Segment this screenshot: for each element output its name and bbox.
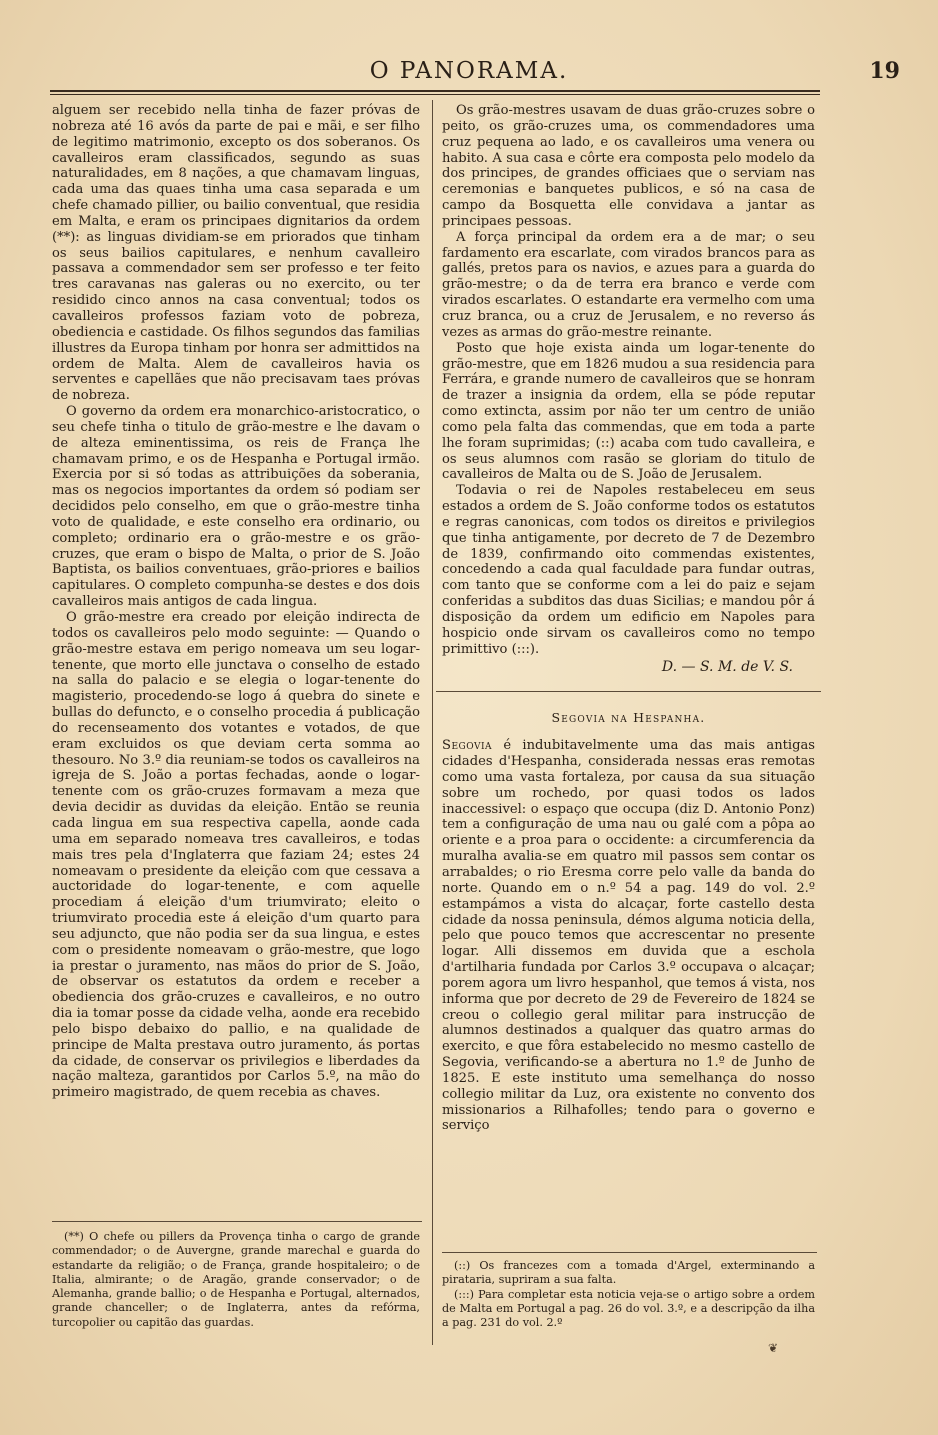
page-number: 19 — [869, 58, 900, 84]
footnote: (**) O chefe ou pillers da Provença tinha o cargo de grande commendador; o de Auvergne, grande marechal e guarda do estandarte da religião; o de França, grande hospitaleiro; o de Italia, almirante; o de Aragão, grande conservador; o de Alemanha, grande ballio; o de Hespanha e Portugal, alternados, grande chanceller; o de Inglaterra, antes da refórma, turcopolier ou capitão das guardas. — [52, 1230, 420, 1329]
paragraph: Os grão-mestres usavam de duas grão-cruzes sobre o peito, os grão-cruzes uma, os commendadores uma cruz pequena ao lado, e os cavalleiros uma venera ou habito. A sua casa e côrte era composta pelo modelo da dos principes, de grandes officiaes que o serviam nas ceremonias e banquetes publicos, e só na casa de campo da Bosquetta elle convidava a jantar as principaes pessoas. — [442, 103, 815, 229]
footnote: (::) Os francezes com a tomada d'Argel, exterminando a pirataria, supriram a sua falta. — [442, 1259, 815, 1287]
page-header — [50, 58, 900, 90]
section-title: Segovia na Hespanha. — [551, 710, 706, 726]
section-divider — [436, 691, 821, 692]
paragraph: Todavia o rei de Napoles restabeleceu em seus estados a ordem de S. João conforme todos os estatutos e regras canonicas, com todos os direitos e privilegios que tinha antigamente, por decreto de 7 de Dezembro de 1839, confirmando oito commendas existentes, concedendo a cada qual faculdade para fundar outras, com tanto que se conforme com a lei do paiz e sejam conferidas a subditos das duas Sicilias; e mandou pôr á disposição da ordem um edificio em Napoles para hospicio onde sirvam os cavalleiros como no tempo primittivo (:::). — [442, 483, 815, 657]
paragraph: Posto que hoje exista ainda um logar-tenente do grão-mestre, que em 1826 mudou a sua residencia para Ferrára, e grande numero de cavalleiros que se honram de trazer a insignia da ordem, ella se póde reputar como extincta, assim por não ter um centro de união como pela falta das commendas, que em toda a parte lhe foram suprimidas; (::) acaba com tudo cavalleira, e os seus alumnos com rasão se gloriam do titulo de cavalleiros de Malta ou de S. João de Jerusalem. — [442, 340, 815, 483]
header-rule — [50, 90, 820, 92]
right-column — [442, 103, 815, 1134]
paragraph: O grão-mestre era creado por eleição indirecta de todos os cavalleiros pelo modo seguinte: — Quando o grão-mestre estava em perigo nomeava um seu logar-tenente, que morto elle junctava o conselho de estado na salla do palacio e se elegia o logar-tenente do magisterio, procedendo-se logo á quebra do sinete e bullas do defuncto, e o conselho procedia á publicação do recenseamento dos votantes e votados, de que eram excluidos os que deviam certa somma ao thesouro. No 3.º dia reuniam-se todos os cavalleiros na igreja de S. João a portas fechadas, aonde o logar-tenente com os grão-cruzes formavam a meza que devia decidir as duvidas da eleição. Então se reunia cada lingua em sua respectiva capella, aonde cada uma em separado nomeava tres cavalleiros, e todas mais tres pela d'Inglaterra que faziam 24; estes 24 nomeavam o presidente da eleição com que cessava a auctoridade do logar-tenente, e com aquelle procediam á eleição d'um triumvirato; eleito o triumvirato procedia este á eleição d'um quarto para seu adjuncto, que não podia ser da sua lingua, e estes com o presidente nomeavam o grão-mestre, que logo ia prestar o juramento, nas mãos do prior de S. João, de observar os estatutos da ordem e receber a obediencia dos grão-cruzes e cavalleiros, e no outro dia ia tomar posse da cidade velha, aonde era recebido pelo bispo debaixo do pallio, e na qualidade de principe de Malta prestava outro juramento, ás portas da cidade, de conservar os privilegios e liberdades da nação malteza, garantidos por Carlos 5.º, na mão do primeiro magistrado, de quem recebia as chaves. — [52, 610, 420, 1101]
footnote-rule — [442, 1252, 817, 1253]
left-column — [52, 103, 420, 1101]
paragraph: A força principal da ordem era a de mar; o seu fardamento era escarlate, com virados brancos para as gallés, pretos para os navios, e azues para a guarda do grão-mestre; o da de terra era branco e verde com virados escarlates. O estandarte era vermelho com uma cruz branca, ou a cruz de Jerusalem, e no reverso ás vezes as armas do grão-mestre reinante. — [442, 229, 815, 340]
footnote: (:::) Para completar esta noticia veja-se o artigo sobre a ordem de Malta em Portugal a pag. 26 do vol. 3.º, e a descripção da ilha a pag. 231 do vol. 2.º — [442, 1287, 815, 1330]
page-title: O PANORAMA. — [369, 58, 569, 84]
left-footnote — [52, 1230, 420, 1330]
paragraph — [442, 738, 815, 1134]
paragraph-body: é indubitavelmente uma das mais antigas cidades d'Hespanha, considerada nessas eras remotas como uma vasta fortaleza, por causa da sua situação sobre um rochedo, por quasi todos os lados inaccessivel: o espaço que occupa (diz D. Antonio Ponz) tem a configuração de uma nau ou galé com a pôpa ao oriente e a proa para o occidente: a circumferencia da muralha avalia-se em quatro mil passos sem contar os arrabaldes; o rio Eresma corre pelo valle da banda do norte. Quando em o n.º 54 a pag. 149 do vol. 2.º estampámos a vista do alcaçar, forte castello desta cidade da nossa peninsula, démos alguma noticia della, pelo que pouco temos que accrescentar no presente logar. Alli dissemos em duvida que a eschola d'artilharia fundada por Carlos 3.º occupava o alcaçar; porem agora um livro hespanhol, que temos á vista, nos informa que por decreto de 29 de Fevereiro de 1824 se creou o collegio geral militar para instrucção de alumnos destinados a qualquer das quatro armas do exercito, e que fôra estabelecido no mesmo castello de Segovia, verificando-se a abertura no 1.º de Junho de 1825. E este instituto uma semelhança do nosso collegio militar da Luz, ora existente no convento dos missionarios a Rilhafolles; tendo para o governo e serviço — [442, 738, 815, 1134]
paragraph: alguem ser recebido nella tinha de fazer próvas de nobreza até 16 avós da parte de pai e mãi, e ser filho de legitimo matrimonio, excepto os dos soberanos. Os cavalleiros eram classificados, segundo as suas naturalidades, em 8 nações, a que chamavam linguas, cada uma das quaes tinha uma casa separada e um chefe chamado pillier, ou bailio conventual, que residia em Malta, e eram os principaes dignitarios da ordem (**): as linguas dividiam-se em priorados que tinham os seus bailios capitulares, e nenhum cavalleiro passava a commendador sem ser professo e ter feito tres caravanas nas galeras ou no exercito, ou ter residido cinco annos na casa conventual; todos os cavalleiros professos faziam voto de pobreza, obediencia e castidade. Os filhos segundos das familias illustres da Europa tinham por honra ser admittidos na ordem de Malta. Alem de cavalleiros havia os serventes e capellães que não precisavam taes próvas de nobreza. — [52, 103, 420, 404]
footnote-rule — [52, 1221, 422, 1222]
ornament-icon: ❦ — [768, 1341, 779, 1355]
header-rule-thin — [50, 94, 820, 95]
lead-word: Segovia — [442, 738, 493, 754]
paragraph: O governo da ordem era monarchico-aristocratico, o seu chefe tinha o titulo de grão-mestre e lhe davam o de alteza eminentissima, os reis de França lhe chamavam primo, e os de Hespanha e Portugal irmão. Exercia por si só todas as attribuições da soberania, mas os negocios importantes da ordem só podiam ser decididos pelo conselho, em que o grão-mestre tinha voto de qualidade, e este conselho era ordinario, ou completo; ordinario era o grão-mestre e os grão-cruzes, que eram o bispo de Malta, o prior de S. João Baptista, os bailios conventuaes, grão-priores e bailios capitulares. O completo compunha-se destes e dos dois cavalleiros mais antigos de cada lingua. — [52, 404, 420, 610]
right-footnotes — [442, 1259, 815, 1330]
column-divider — [432, 100, 433, 1345]
author-signature: D. — S. M. de V. S. — [661, 658, 793, 675]
